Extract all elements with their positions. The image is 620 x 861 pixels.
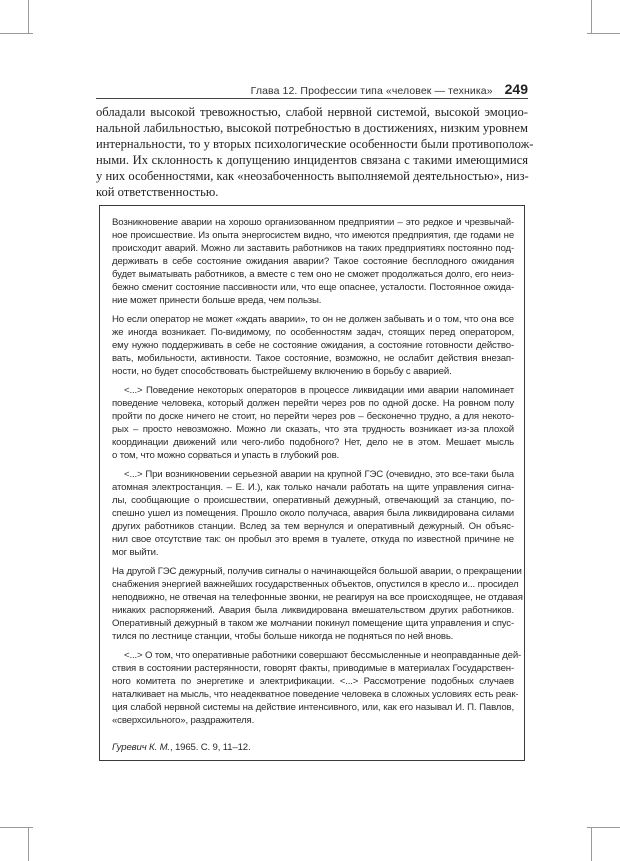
quote-line: <...> О том, что оперативные работники совершают бессмысленные и неоправданные дей- — [124, 650, 522, 661]
quote-line: <...> Поведение некоторых операторов в процессе ликвидации ими аварии напоминает — [124, 385, 514, 396]
body-paragraph — [96, 104, 534, 200]
quote-line: других работников станции. Вслед за тем вернулся и оперативный дежурный. Он объяс- — [112, 521, 514, 532]
quote-paragraph — [112, 649, 522, 727]
quote-line: бежно сменит состояние пассивности или, что еще опаснее, усталости. Постоянное ожида- — [112, 282, 514, 293]
quote-paragraph — [112, 565, 523, 643]
body-line: интернальности, то у вторых психологические особенности были противополож- — [96, 137, 534, 151]
quote-line: На другой ГЭС дежурный, получив сигналы о начинающейся большой аварии, о прекращении — [112, 566, 522, 577]
quote-line: поведение человека, который должен перейти через ров по одной доске. На ровном полу — [112, 398, 514, 409]
crop-mark — [587, 33, 620, 34]
quote-line: «сверхсильного», раздражителя. — [112, 715, 255, 726]
quote-line: наталкивает на мысль, что неадекватное поведение человека в сложных условиях есть реак- — [112, 689, 519, 700]
body-line: ными. Их склонность к допущению инцидентов связана с такими имеющимися — [96, 153, 528, 167]
quote-line: атомная электростанция. – Е. И.), как только начали работать на щите управления сигна- — [112, 482, 514, 493]
quote-line: происходит аварий. Можно ли заставить работников на таких предприятиях постоянно под- — [112, 243, 514, 254]
quote-line: снабжения энергией важнейших государственных объектов, опустился в кресло и... просидел — [112, 579, 519, 590]
quote-line: ствия в состоянии растерянности, говорят факты, приводимые в материалах Государствен- — [112, 663, 514, 674]
quote-line: тился по лестнице станции, чтобы больше никогда не подняться по ней вновь. — [112, 631, 454, 642]
quote-content — [112, 216, 523, 760]
quote-paragraph — [112, 468, 514, 559]
quote-line: Но если оператор не может «ждать аварии», то он не должен забывать и о том, что она все — [112, 314, 514, 325]
quote-line: ности, но будет способствовать быстрейшему включению в борьбу с аварией. — [112, 366, 452, 377]
quote-line: будет выматывать работников, а вместе с тем оно не сможет продолжаться долго, его неиз- — [112, 269, 514, 280]
crop-mark — [28, 0, 29, 33]
crop-mark — [591, 0, 592, 33]
quote-line: Оперативный дежурный в таком же молчании покинул помещение щита управления и спус- — [112, 618, 514, 629]
quote-line: ного комитета по энергетике и электрификации. <...> Рассмотрение подобных случаев — [112, 676, 514, 687]
quote-line: спешно ушел из помещения. Прошло около получаса, авария была ликвидирована силами — [112, 508, 514, 519]
quote-paragraph — [112, 313, 514, 378]
quote-line: пройти по доске ничего не стоит, но перейти через ров – бесконечно трудно, а для некото- — [112, 411, 514, 422]
body-line: кой ответственностью. — [96, 185, 219, 199]
source-details: , 1965. С. 9, 11–12. — [169, 742, 251, 753]
body-line: нальной лабильностью, высокой потребностью в достижениях, низким уровнем — [96, 121, 528, 135]
quote-line: ция слабой нервной системы на действие интенсивного, или, как его называл И. П. Павлов, — [112, 702, 514, 713]
body-line: обладали высокой тревожностью, слабой нервной системой, высокой эмоцио- — [96, 105, 528, 119]
page-number: 249 — [504, 81, 528, 97]
quote-line: ние может принести больше вреда, чем пользы. — [112, 295, 322, 306]
quote-line: неподвижно, не отвечая на телефонные звонки, не реагируя на все происходящее, не отдавая — [112, 592, 523, 603]
quote-line: лы, сообщающие о происшествии, оперативный дежурный, отвечающий за станцию, по- — [112, 495, 514, 506]
crop-mark — [28, 828, 29, 861]
quote-line: <...> При возникновении серьезной аварии на крупной ГЭС (очевидно, это все-таки была — [124, 469, 514, 480]
crop-mark — [0, 827, 33, 828]
quote-line: Возникновение аварии на хорошо организованном предприятии – это редкое и чрезвычай- — [112, 217, 514, 228]
quote-line: держивать в себе состояние ожидания аварии? Такое состояние бесплодного ожидания — [112, 256, 514, 267]
quote-line: ему нужно поддерживать в себе не состояние ожидания, а состояние готовности действо- — [112, 340, 514, 351]
crop-mark — [591, 828, 592, 861]
quote-paragraph — [112, 384, 514, 462]
quote-line: вать, мобильности, активности. Такое состояние, возможно, не ослабит действия внезап- — [112, 353, 514, 364]
quote-line: рых – просто невозможно. Можно ли сказать, что эта трудность возникает из-за плохой — [112, 424, 514, 435]
source-citation — [112, 741, 514, 754]
source-author: Гуревич К. М. — [112, 742, 170, 753]
page-header — [96, 81, 528, 97]
quote-line: нил свое отсутствие так: он пробыл это время в туалете, откуда по известной причине не — [112, 534, 514, 545]
quote-line: же иногда возникает. По-видимому, по особенностям задач, стоящих перед оператором, — [112, 327, 514, 338]
quote-line: никаких распоряжений. Авария была ликвидирована вмешательством других работников. — [112, 605, 514, 616]
crop-mark — [0, 33, 33, 34]
quote-paragraph — [112, 216, 514, 307]
quote-line: мог выйти. — [112, 547, 159, 558]
quote-line: о том, что можно сорваться и упасть в глубокий ров. — [112, 450, 340, 461]
running-title: Глава 12. Профессии типа «человек — техника» — [250, 85, 493, 97]
body-line: у них особенностями, как «неозабоченность выполняемой деятельностью», низ- — [96, 169, 529, 183]
quote-line: координации движений или чего-либо подобного? Нет, дело не в этом. Мешает мысль — [112, 437, 514, 448]
quote-line: ное происшествие. Из опыта энергосистем видно, что имеются предприятия, где годами не — [112, 230, 514, 241]
header-rule — [96, 98, 528, 99]
crop-mark — [587, 827, 620, 828]
